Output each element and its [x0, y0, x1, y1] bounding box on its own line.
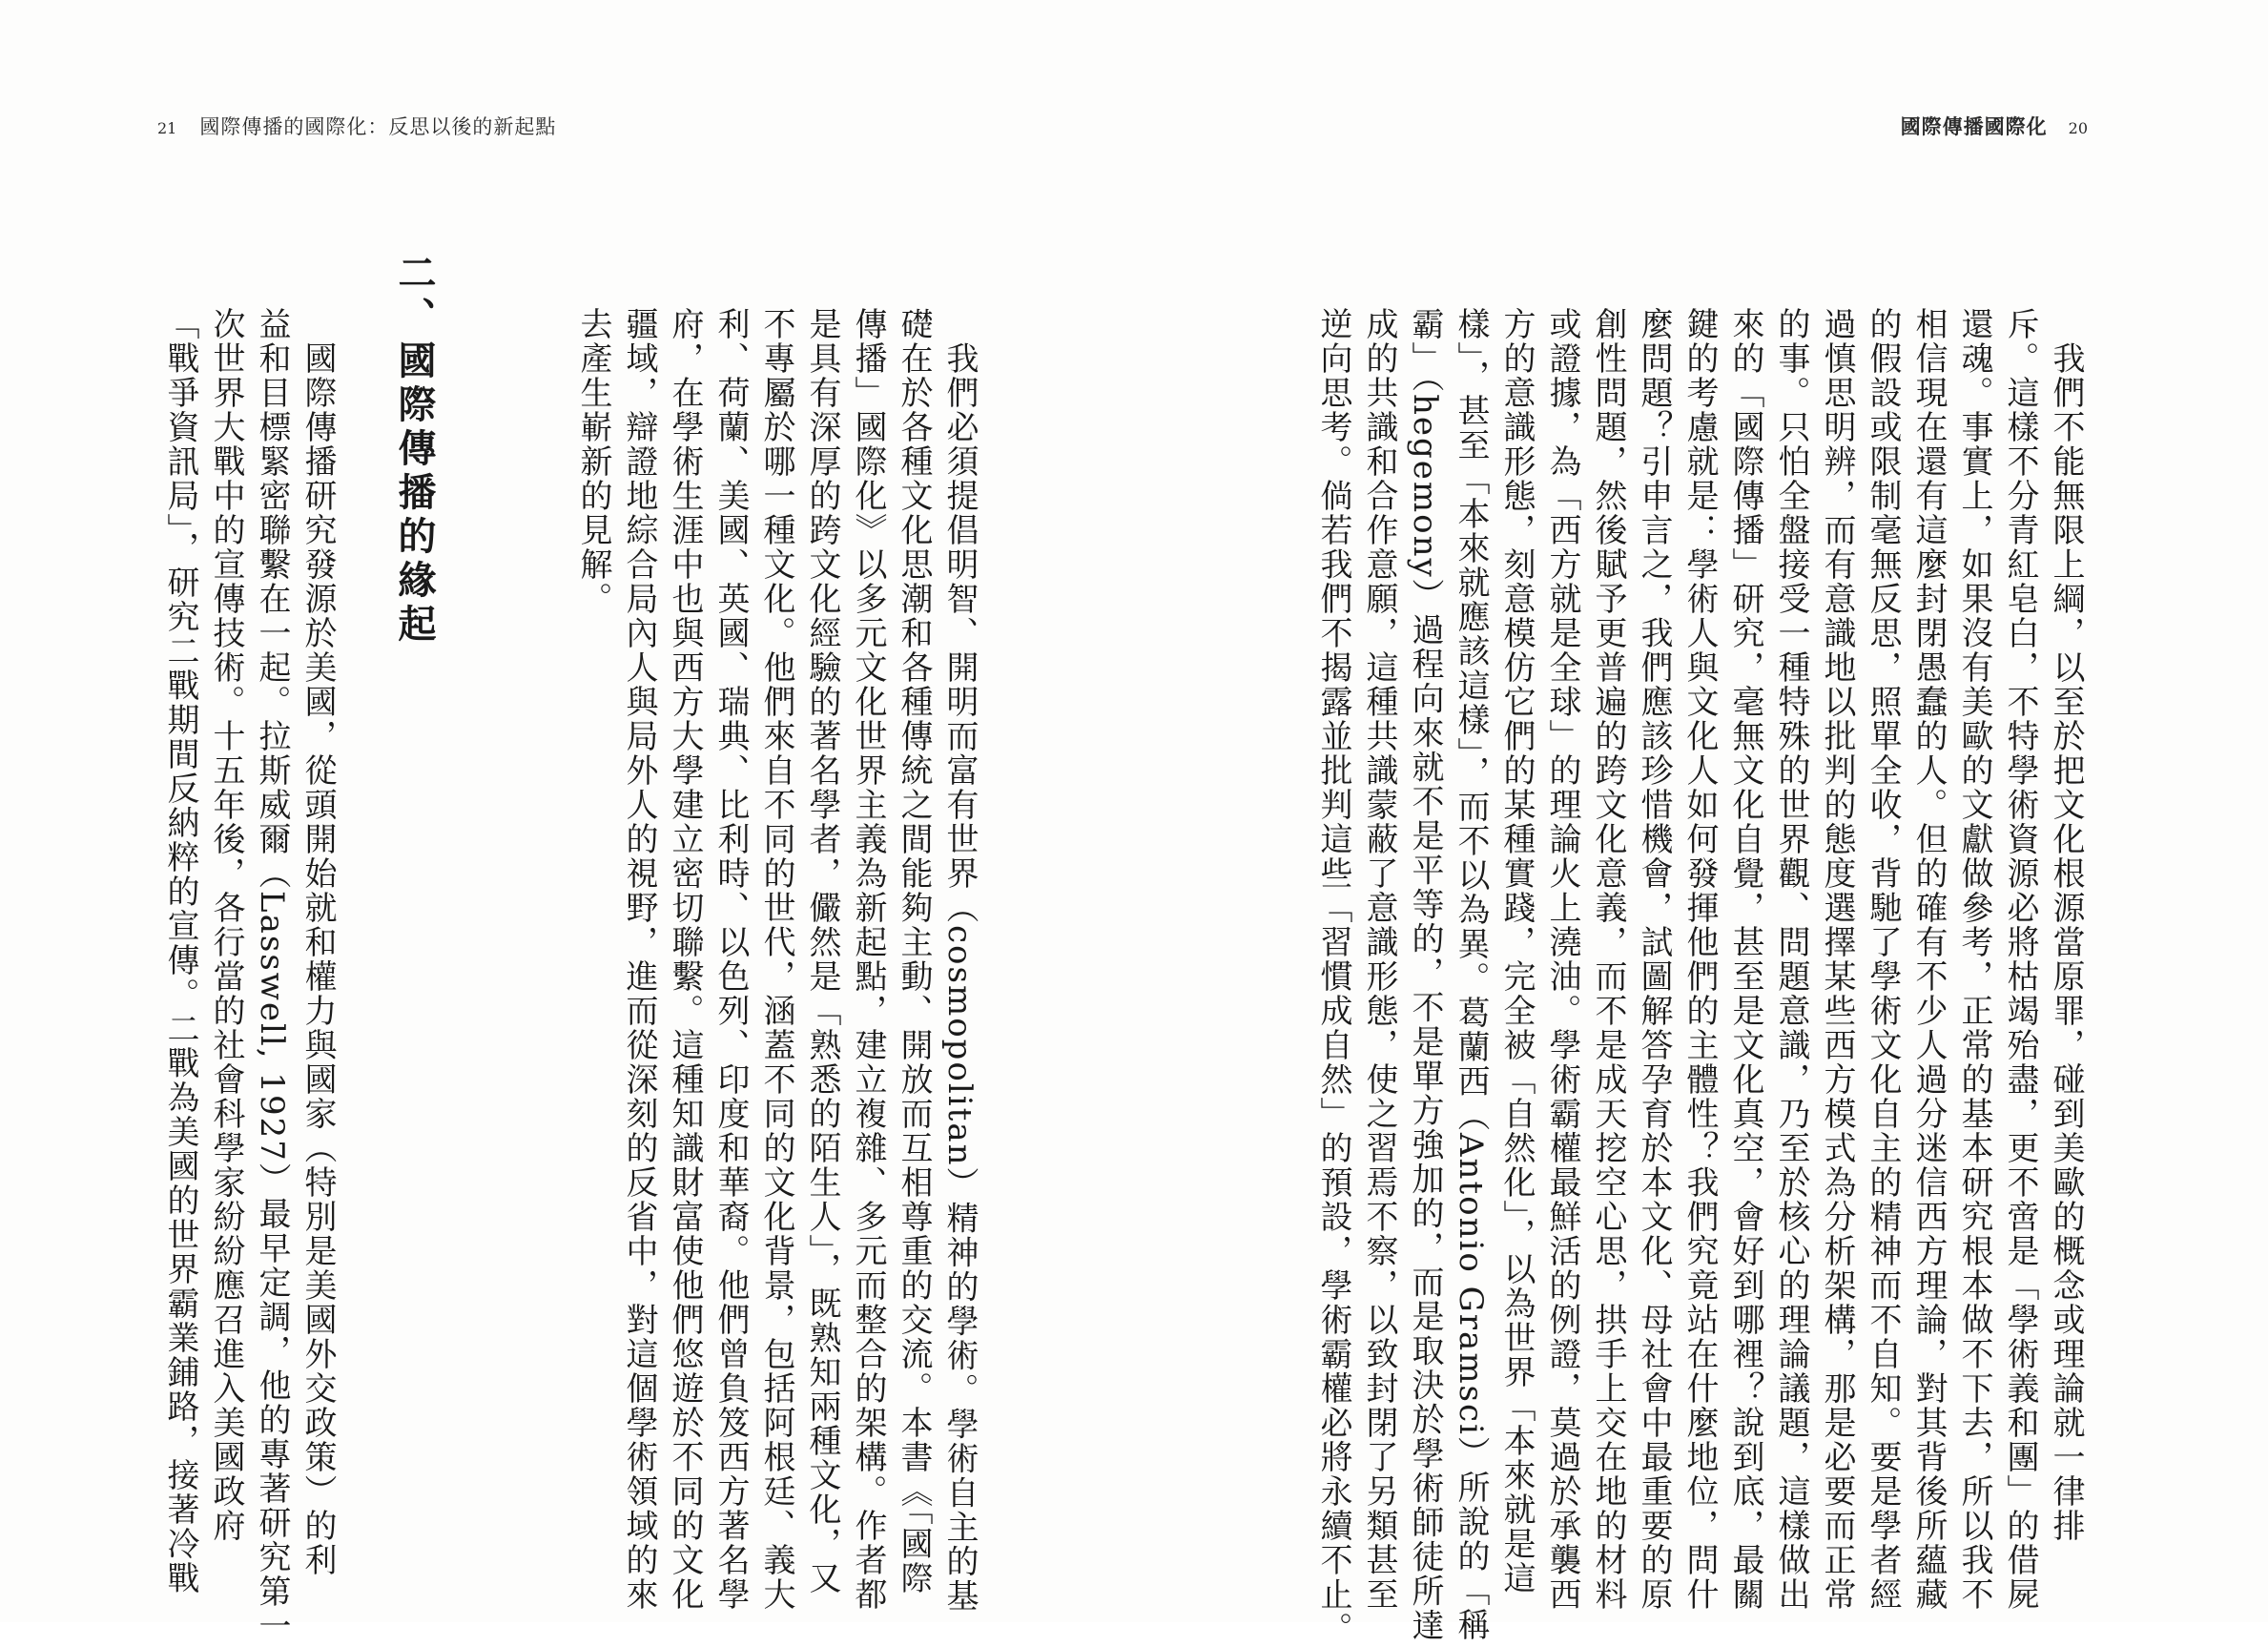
- left-page-number: 21: [157, 119, 177, 137]
- right-body-text: 我們不能無限上綱，以至於把文化根源當原罪，碰到美歐的概念或理論就一律排 斥。這樣不分青紅皂白，不特學術資源必將枯竭殆盡，更不啻是「學術義和團」的借屍 還魂。事實上，如果沒有美歐的文獻做參考，正常的基本研究根本做不下去，所以我不 相信現在還有這麼封閉愚蠢的人。但的確有不少人過分迷信西方理論，對其背後所蘊藏 的假設或限制毫無反思，照單全收，背馳了學術文化自主的精神而不自知。要是學者經 過慎思明辨，而有意識地以批判的態度選擇某些西方模式為分析架構，那是必要而正常 的事。只怕全盤接受一種特殊的世界觀、問題意識，乃至於核心的理論議題，這樣做出 來的「國際傳播」研究，毫無文化自覺，甚至是文化真空，會好到哪裡？說到底，最關 鍵的考慮就是：學術人與文化人如何發揮他們的主體性？我們究竟站在什麼地位，問什 麼問題？引申言之，我們應該珍惜機會，試圖解答孕育於本文化、母社會中最重要的原 創性問題，然後賦予更普遍的跨文化意義，而不是成天挖空心思，拱手上交在地的材料 或證據，為「西方就是全球」的理論火上澆油。學術霸權最鮮活的例證，莫過於承襲西 方的意識形態，刻意模仿它們的某種實踐，完全被「自然化」，以為世界「本來就是這 樣」，甚至「本來就應該這樣」，而不以為異。葛蘭西（Antonio Gramsci）所說的「稱 霸」（hegemony）過程向來就不是平等的，不是單方強加的，而是取決於學術師徒所達 成的共識和合作意願，這種共識蒙蔽了意識形態，使之習焉不察，以致封閉了另類甚至 逆向思考。倘若我們不揭露並批判這些「習慣成自然」的預設，學術霸權必將永續不止。: [1314, 307, 2085, 1646]
- left-running-header: [157, 113, 556, 141]
- right-page: [1134, 0, 2268, 1646]
- left-header-title: 國際傳播的國際化：反思以後的新起點: [199, 115, 557, 138]
- left-body-paragraph: 我們必須提倡明智、開明而富有世界（cosmopolitan）精神的學術。學術自主的基 礎在於各種文化思潮和各種傳統之間能夠主動、開放而互相尊重的交流。本書《「國際 傳播」國際化》以多元文化世界主義為新起點，建立複雜、多元而整合的架構。作者都 是具有深厚的跨文化經驗的著名學者，儼然是「熟悉的陌生人」，既熟知兩種文化，又 不專屬於哪一種文化。他們來自不同的世代，涵蓋不同的文化背景，包括阿根廷、義大 利、荷蘭、美國、英國、瑞典、比利時、以色列、印度和華裔。他們曾負笈西方著名學 府，在學術生涯中也與西方大學建立密切聯繫。這種知識財富使他們悠遊於不同的文化 疆域，辯證地綜合局內人與局外人的視野，進而從深刻的反省中，對這個學術領域的來 去產生嶄新的見解。: [574, 307, 979, 1614]
- left-page: [0, 0, 1134, 1643]
- right-running-header: [1901, 113, 2088, 141]
- right-page-number: 20: [2068, 119, 2088, 137]
- section-body-text: 國際傳播研究發源於美國，從頭開始就和權力與國家（特別是美國外交政策）的利 益和目標緊密聯繫在一起。拉斯威爾（Lasswell, 1927）最早定調，他的專著研究第一 次世界大戰中的宣傳技術。十五年後，各行當的社會科學家紛紛應召進入美國政府 「戰爭資訊局」，研究二戰期間反納粹的宣傳。二戰為美國的世界霸業鋪路，接著冷戰: [161, 307, 337, 1643]
- right-header-title: 國際傳播國際化: [1900, 114, 2048, 138]
- section-heading: 二、國際傳播的緣起: [392, 253, 437, 648]
